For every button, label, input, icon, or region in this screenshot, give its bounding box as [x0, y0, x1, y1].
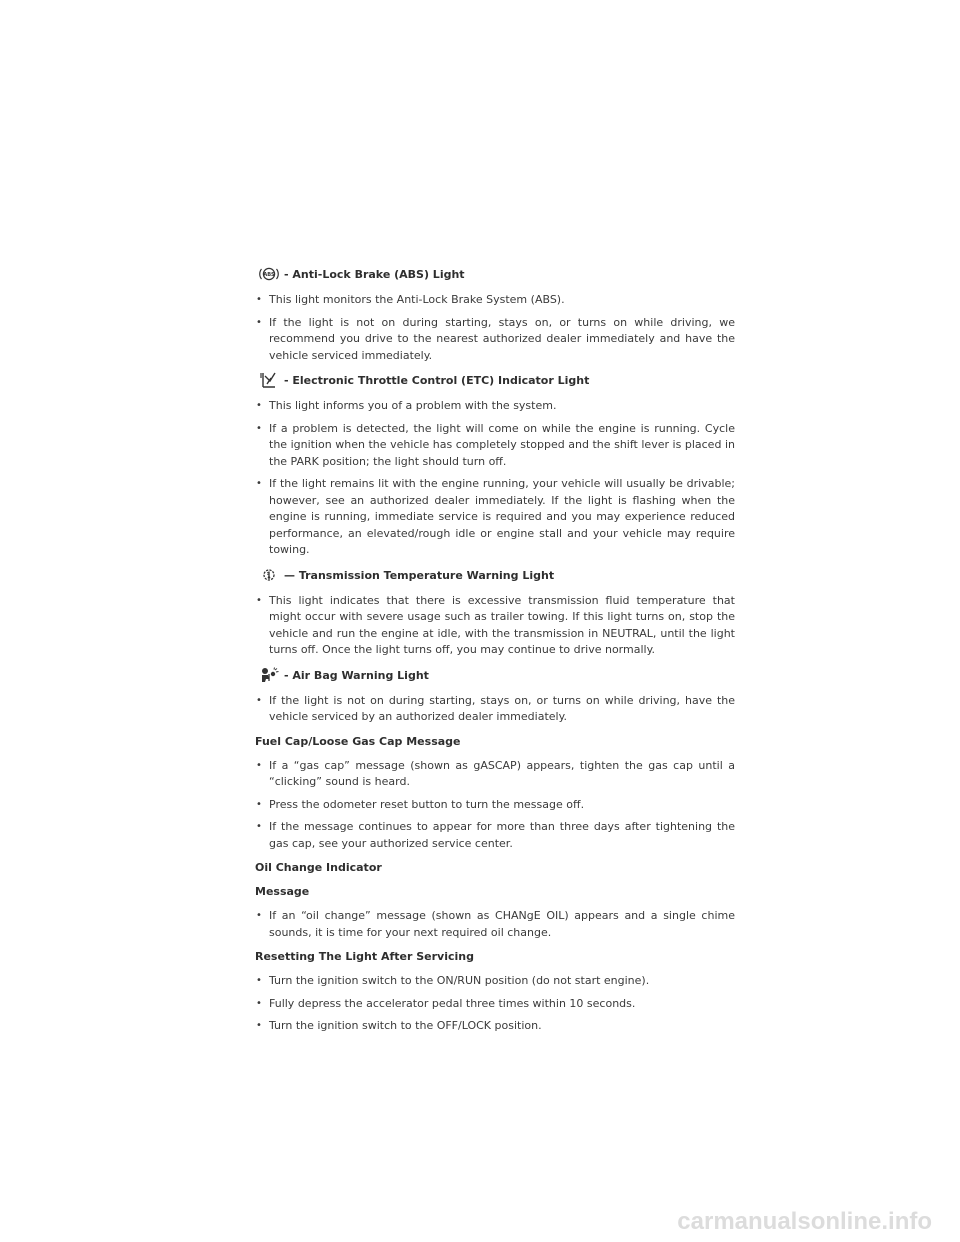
abs-light-heading [255, 266, 735, 284]
list-item: • Turn the ignition switch to the ON/RUN position (do not start engine). [255, 973, 735, 990]
list-item: • This light indicates that there is excessive transmission fluid temperature that might occur with severe usage such as trailer towing. If this light turns on, stop the vehicle and run the engine at idle, with the transmission in NEUTRAL, until the light turns off. Once the light turns off, you may continue to drive normally. [255, 593, 735, 659]
list-item: • This light informs you of a problem with the system. [255, 398, 735, 415]
resetting-heading: Resetting The Light After Servicing [255, 950, 474, 963]
list-item: • Fully depress the accelerator pedal three times within 10 seconds. [255, 996, 735, 1013]
list-item: • Turn the ignition switch to the OFF/LOCK position. [255, 1018, 735, 1035]
resetting-bullet-list [255, 973, 735, 1035]
fuel-cap-heading: Fuel Cap/Loose Gas Cap Message [255, 734, 461, 748]
list-item: • If a problem is detected, the light will come on while the engine is running. Cycle the ignition when the vehicle has completely stopped and the shift lever is placed in the PARK position; the light should turn off. [255, 421, 735, 471]
message-heading: Message [255, 885, 310, 898]
svg-text:ABS: ABS [263, 272, 275, 278]
abs-bullet-list [255, 292, 735, 364]
transmission-temperature-icon [258, 567, 280, 585]
fuel-cap-bullet-list [255, 758, 735, 853]
airbag-icon [258, 667, 280, 685]
etc-bullet-list [255, 398, 735, 559]
list-item: • If the light is not on during starting, stays on, or turns on while driving, we recommend you drive to the nearest authorized dealer immediately and have the vehicle serviced immediately. [255, 315, 735, 365]
etc-light-heading [255, 372, 735, 390]
throttle-icon [258, 372, 280, 390]
list-item: • This light monitors the Anti-Lock Brake System (ABS). [255, 292, 735, 309]
message-bullet-list [255, 908, 735, 941]
airbag-heading-text: - Air Bag Warning Light [284, 668, 429, 682]
abs-heading-text: - Anti-Lock Brake (ABS) Light [284, 268, 465, 281]
etc-heading-text: - Electronic Throttle Control (ETC) Indicator Light [284, 374, 590, 387]
abs-icon [258, 266, 280, 284]
list-item: • If the message continues to appear for more than three days after tightening the gas cap, see your authorized service center. [255, 819, 735, 852]
airbag-light-heading [255, 667, 735, 685]
transmission-temperature-heading [255, 567, 735, 585]
list-item: • If a “gas cap” message (shown as gASCAP) appears, tighten the gas cap until a “clicking” sound is heard. [255, 758, 735, 791]
oil-change-heading: Oil Change Indicator [255, 861, 382, 874]
list-item: • Press the odometer reset button to turn the message off. [255, 797, 735, 814]
manual-page-content [255, 266, 735, 1043]
transmission-heading-text: — Transmission Temperature Warning Light [284, 568, 555, 582]
list-item: • If the light is not on during starting, stays on, or turns on while driving, have the vehicle serviced by an authorized dealer immediately. [255, 693, 735, 726]
list-item: • If the light remains lit with the engine running, your vehicle will usually be drivable; however, see an authorized dealer immediately. If the light is flashing when the engine is running, immediate service is required and you may experience reduced performance, an elevated/rough idle or engine stall and your vehicle may require towing. [255, 476, 735, 559]
watermark: carmanualsonline.info [677, 1208, 932, 1235]
airbag-bullet-list [255, 693, 735, 726]
transmission-bullet-list [255, 593, 735, 659]
list-item: • If an “oil change” message (shown as CHANgE OIL) appears and a single chime sounds, it is time for your next required oil change. [255, 908, 735, 941]
